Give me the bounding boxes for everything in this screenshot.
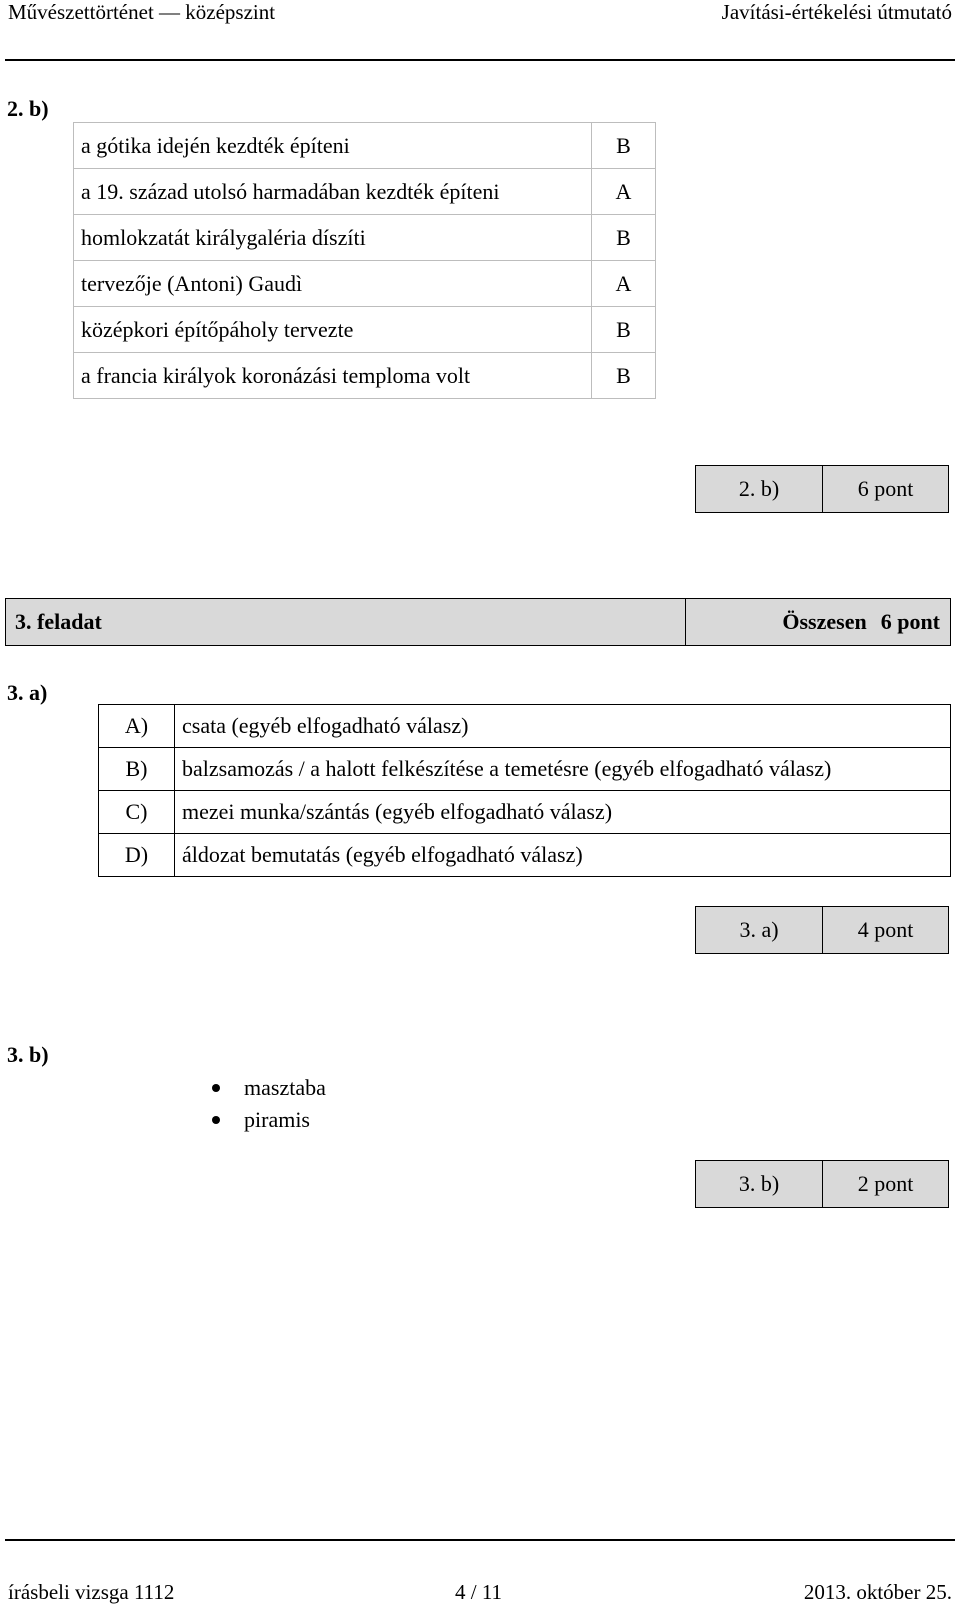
table-row bbox=[74, 353, 656, 399]
table-row bbox=[74, 169, 656, 215]
score-label: 2. b) bbox=[696, 466, 823, 512]
section-2b-table bbox=[73, 122, 656, 399]
score-points: 2 pont bbox=[857, 1171, 914, 1196]
list-item bbox=[216, 1072, 326, 1104]
task-total bbox=[686, 599, 950, 645]
footer-date: 2013. október 25. bbox=[803, 1580, 952, 1604]
header-rule bbox=[5, 59, 955, 61]
score-points: 4 pont bbox=[857, 917, 914, 942]
row-answer: B bbox=[592, 307, 656, 353]
footer-page-number: 4 / 11 bbox=[455, 1580, 503, 1604]
score-label: 3. b) bbox=[696, 1161, 823, 1207]
score-label: 3. a) bbox=[696, 907, 823, 953]
table-row bbox=[99, 791, 951, 834]
row-text: tervezője (Antoni) Gaudì bbox=[74, 261, 592, 307]
task-total-label: Összesen bbox=[782, 609, 867, 634]
row-key: C) bbox=[99, 791, 175, 834]
row-text: homlokzatát királygaléria díszíti bbox=[74, 215, 592, 261]
section-2b-label: 2. b) bbox=[7, 96, 49, 121]
list-item-text: masztaba bbox=[244, 1075, 326, 1100]
table-row bbox=[74, 215, 656, 261]
row-text: mezei munka/szántás (egyéb elfogadható válasz) bbox=[175, 791, 951, 834]
header-title-left: Művészettörténet — középszint bbox=[8, 0, 276, 24]
table-row bbox=[74, 261, 656, 307]
row-text: balzsamozás / a halott felkészítése a temetésre (egyéb elfogadható válasz) bbox=[175, 748, 951, 791]
section-3a-label: 3. a) bbox=[7, 680, 48, 705]
header-title-right: Javítási-értékelési útmutató bbox=[721, 0, 952, 24]
row-answer: B bbox=[592, 353, 656, 399]
score-box-3a bbox=[695, 906, 949, 954]
table-row bbox=[74, 123, 656, 169]
list-item bbox=[216, 1104, 326, 1136]
row-answer: B bbox=[592, 123, 656, 169]
score-points: 6 pont bbox=[857, 476, 914, 501]
bullet-icon bbox=[212, 1084, 220, 1092]
bullet-icon bbox=[212, 1116, 220, 1124]
footer-left: írásbeli vizsga 1112 bbox=[8, 1580, 175, 1604]
table-row bbox=[74, 307, 656, 353]
section-3a-table bbox=[98, 704, 951, 877]
row-key: A) bbox=[99, 705, 175, 748]
row-text: a francia királyok koronázási temploma volt bbox=[74, 353, 592, 399]
row-key: D) bbox=[99, 834, 175, 877]
row-text: áldozat bemutatás (egyéb elfogadható válasz) bbox=[175, 834, 951, 877]
row-answer: B bbox=[592, 215, 656, 261]
table-row bbox=[99, 834, 951, 877]
section-3b-label: 3. b) bbox=[7, 1042, 49, 1067]
table-row bbox=[99, 705, 951, 748]
task-title: 3. feladat bbox=[6, 599, 686, 645]
score-box-3b bbox=[695, 1160, 949, 1208]
footer-rule bbox=[5, 1539, 955, 1541]
task-3-header bbox=[5, 598, 951, 646]
row-text: középkori építőpáholy tervezte bbox=[74, 307, 592, 353]
table-row bbox=[99, 748, 951, 791]
row-text: a 19. század utolsó harmadában kezdték építeni bbox=[74, 169, 592, 215]
list-item-text: piramis bbox=[244, 1107, 310, 1132]
score-box-2b bbox=[695, 465, 949, 513]
section-3b-list bbox=[216, 1072, 326, 1136]
row-answer: A bbox=[592, 261, 656, 307]
row-key: B) bbox=[99, 748, 175, 791]
task-total-points: 6 pont bbox=[880, 609, 940, 634]
row-text: csata (egyéb elfogadható válasz) bbox=[175, 705, 951, 748]
row-text: a gótika idején kezdték építeni bbox=[74, 123, 592, 169]
row-answer: A bbox=[592, 169, 656, 215]
